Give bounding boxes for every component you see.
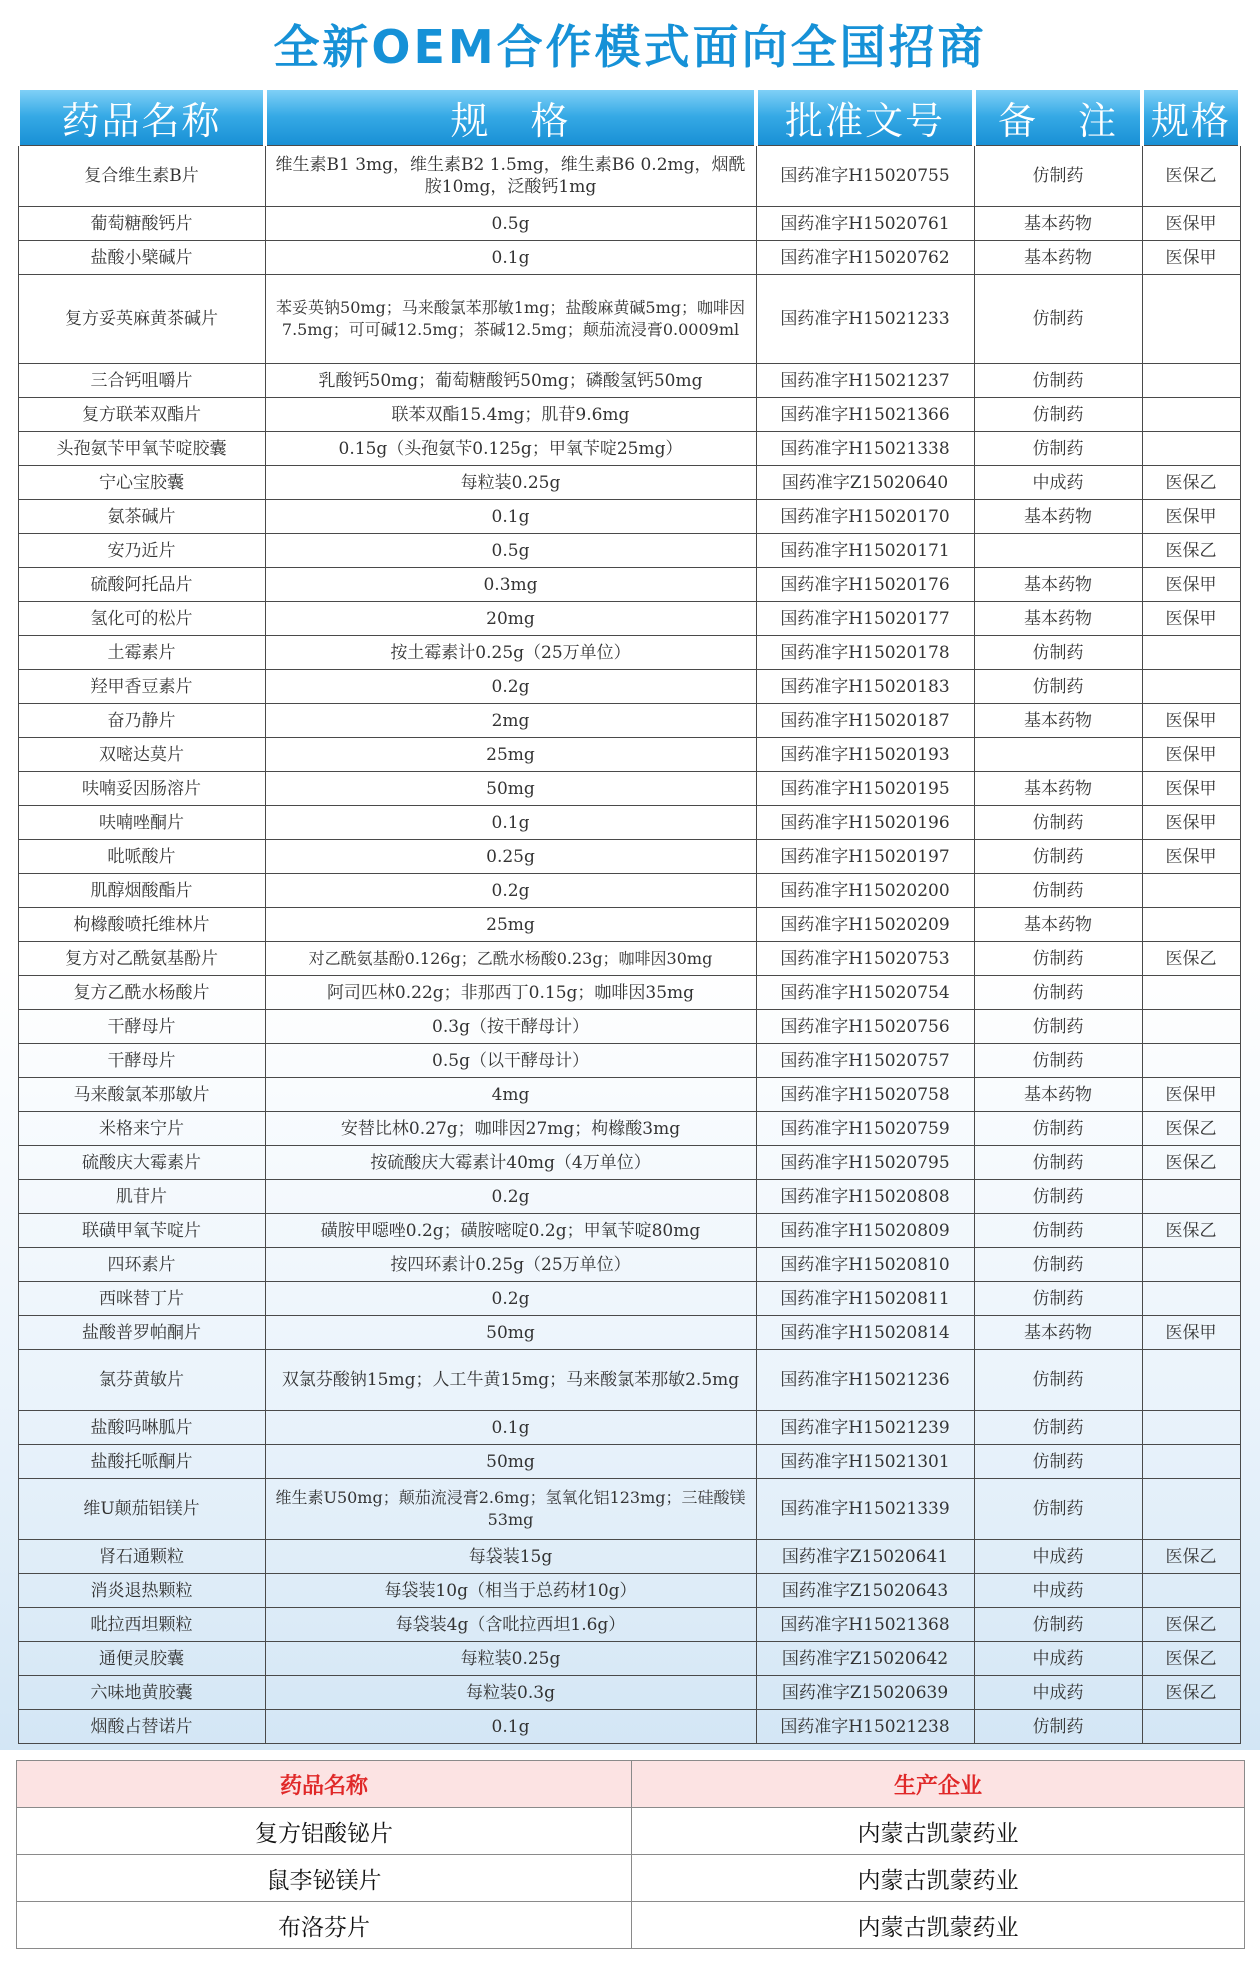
spec-cell: 每袋装10g（相当于总药材10g） (265, 1574, 756, 1608)
approval-number-cell: 国药准字H15020197 (756, 840, 974, 874)
table-row (18, 942, 1240, 976)
insurance-cell: 医保乙 (1142, 1642, 1240, 1676)
insurance-cell: 医保乙 (1142, 1608, 1240, 1642)
drug-name-cell: 吡拉西坦颗粒 (18, 1608, 265, 1642)
table-row (18, 1316, 1240, 1350)
note-cell: 仿制药 (974, 1411, 1142, 1445)
approval-number-cell: 国药准字H15020759 (756, 1112, 974, 1146)
drug-name-cell: 复方妥英麻黄茶碱片 (18, 275, 265, 364)
table-row (18, 976, 1240, 1010)
note-cell: 基本药物 (974, 704, 1142, 738)
spec-cell: 0.15g（头孢氨苄0.125g；甲氧苄啶25mg） (265, 432, 756, 466)
note-cell: 中成药 (974, 1574, 1142, 1608)
note-cell: 仿制药 (974, 1479, 1142, 1540)
insurance-cell (1142, 364, 1240, 398)
table-row (18, 1146, 1240, 1180)
table-row (18, 1044, 1240, 1078)
approval-number-cell: 国药准字H15020170 (756, 500, 974, 534)
insurance-cell (1142, 636, 1240, 670)
drug-name-cell: 三合钙咀嚼片 (18, 364, 265, 398)
table-row (18, 1642, 1240, 1676)
drug-name-cell: 通便灵胶囊 (18, 1642, 265, 1676)
spec-cell: 乳酸钙50mg；葡萄糖酸钙50mg；磷酸氢钙50mg (265, 364, 756, 398)
drug-name-cell: 氨茶碱片 (18, 500, 265, 534)
table-row (18, 1214, 1240, 1248)
drug-name-cell: 盐酸普罗帕酮片 (18, 1316, 265, 1350)
drug-name-cell: 盐酸托哌酮片 (18, 1445, 265, 1479)
manufacturer-cell: 内蒙古凯蒙药业 (632, 1902, 1245, 1949)
table-row (18, 602, 1240, 636)
insurance-cell (1142, 1574, 1240, 1608)
spec-cell: 0.2g (265, 1180, 756, 1214)
note-cell: 仿制药 (974, 1146, 1142, 1180)
spec-cell: 20mg (265, 602, 756, 636)
insurance-cell (1142, 874, 1240, 908)
drug-name-cell: 六味地黄胶囊 (18, 1676, 265, 1710)
spec-cell: 苯妥英钠50mg；马来酸氯苯那敏1mg；盐酸麻黄碱5mg；咖啡因7.5mg；可可碱12.5mg；茶碱12.5mg；颠茄流浸膏0.0009ml (265, 275, 756, 364)
table-row (18, 636, 1240, 670)
table-row (18, 840, 1240, 874)
approval-number-cell: 国药准字H15021233 (756, 275, 974, 364)
table-row (18, 241, 1240, 275)
approval-number-cell: 国药准字H15020176 (756, 568, 974, 602)
drug-name-cell: 肌醇烟酸酯片 (18, 874, 265, 908)
spec-cell: 每袋装15g (265, 1540, 756, 1574)
table-row (18, 1608, 1240, 1642)
insurance-cell: 医保乙 (1142, 1540, 1240, 1574)
note-cell: 仿制药 (974, 840, 1142, 874)
spec-cell: 0.5g (265, 207, 756, 241)
note-cell: 仿制药 (974, 398, 1142, 432)
spec-cell: 每袋装4g（含吡拉西坦1.6g） (265, 1608, 756, 1642)
table-row (18, 874, 1240, 908)
approval-number-cell: 国药准字H15020762 (756, 241, 974, 275)
approval-number-cell: 国药准字H15020753 (756, 942, 974, 976)
note-cell: 仿制药 (974, 1112, 1142, 1146)
approval-number-cell: 国药准字Z15020639 (756, 1676, 974, 1710)
approval-number-cell: 国药准字H15020754 (756, 976, 974, 1010)
insurance-cell (1142, 1710, 1240, 1744)
note-cell: 仿制药 (974, 942, 1142, 976)
approval-number-cell: 国药准字H15020758 (756, 1078, 974, 1112)
spec-cell: 磺胺甲噁唑0.2g；磺胺嘧啶0.2g；甲氧苄啶80mg (265, 1214, 756, 1248)
table-row (18, 670, 1240, 704)
drug-name-cell: 羟甲香豆素片 (18, 670, 265, 704)
table-row (18, 738, 1240, 772)
drug-name-cell: 盐酸吗啉胍片 (18, 1411, 265, 1445)
approval-number-cell: 国药准字H15020795 (756, 1146, 974, 1180)
insurance-cell (1142, 1350, 1240, 1411)
table-row (18, 1676, 1240, 1710)
table-row (18, 398, 1240, 432)
table-row (18, 806, 1240, 840)
spec-cell: 对乙酰氨基酚0.126g；乙酰水杨酸0.23g；咖啡因30mg (265, 942, 756, 976)
sub-header-drug-name: 药品名称 (17, 1761, 632, 1808)
spec-cell: 0.2g (265, 874, 756, 908)
spec-cell: 0.2g (265, 1282, 756, 1316)
page-title: 全新OEM合作模式面向全国招商 (273, 20, 987, 74)
insurance-cell: 医保乙 (1142, 942, 1240, 976)
note-cell: 中成药 (974, 1642, 1142, 1676)
spec-cell: 按硫酸庆大霉素计40mg（4万单位） (265, 1146, 756, 1180)
note-cell: 基本药物 (974, 207, 1142, 241)
manufacturer-table (16, 1760, 1245, 1949)
drug-name-cell: 双嘧达莫片 (18, 738, 265, 772)
spec-cell: 0.1g (265, 806, 756, 840)
table-row (18, 1710, 1240, 1744)
insurance-cell (1142, 1180, 1240, 1214)
drug-name-cell: 复方对乙酰氨基酚片 (18, 942, 265, 976)
table-row (18, 1350, 1240, 1411)
note-cell: 基本药物 (974, 1078, 1142, 1112)
insurance-cell (1142, 432, 1240, 466)
note-cell: 仿制药 (974, 1180, 1142, 1214)
table-row (18, 1411, 1240, 1445)
insurance-cell (1142, 1044, 1240, 1078)
approval-number-cell: 国药准字H15020183 (756, 670, 974, 704)
spec-cell: 双氯芬酸钠15mg；人工牛黄15mg；马来酸氯苯那敏2.5mg (265, 1350, 756, 1411)
insurance-cell: 医保乙 (1142, 466, 1240, 500)
note-cell: 仿制药 (974, 432, 1142, 466)
note-cell: 基本药物 (974, 568, 1142, 602)
note-cell: 仿制药 (974, 275, 1142, 364)
insurance-cell: 医保乙 (1142, 534, 1240, 568)
note-cell: 基本药物 (974, 908, 1142, 942)
insurance-cell: 医保甲 (1142, 840, 1240, 874)
sub-table-row (17, 1902, 1245, 1949)
drug-name-cell: 四环素片 (18, 1248, 265, 1282)
spec-cell: 4mg (265, 1078, 756, 1112)
table-row (18, 1282, 1240, 1316)
table-row (18, 704, 1240, 738)
insurance-cell: 医保甲 (1142, 207, 1240, 241)
approval-number-cell: 国药准字H15020177 (756, 602, 974, 636)
table-row (18, 1078, 1240, 1112)
approval-number-cell: 国药准字H15021236 (756, 1350, 974, 1411)
note-cell (974, 534, 1142, 568)
drug-name-cell: 葡萄糖酸钙片 (18, 207, 265, 241)
insurance-cell: 医保甲 (1142, 704, 1240, 738)
insurance-cell: 医保甲 (1142, 602, 1240, 636)
spec-cell: 50mg (265, 772, 756, 806)
sub-table-row (17, 1808, 1245, 1855)
header-approval-number: 批准文号 (756, 90, 974, 146)
table-row (18, 1112, 1240, 1146)
approval-number-cell: 国药准字H15021238 (756, 1710, 974, 1744)
approval-number-cell: 国药准字H15020200 (756, 874, 974, 908)
insurance-cell: 医保甲 (1142, 1316, 1240, 1350)
spec-cell: 0.2g (265, 670, 756, 704)
drug-name-cell: 硫酸庆大霉素片 (18, 1146, 265, 1180)
spec-cell: 0.1g (265, 1411, 756, 1445)
note-cell: 仿制药 (974, 806, 1142, 840)
drug-name-cell: 复方联苯双酯片 (18, 398, 265, 432)
approval-number-cell: 国药准字Z15020641 (756, 1540, 974, 1574)
drug-name-cell: 肾石通颗粒 (18, 1540, 265, 1574)
insurance-cell: 医保甲 (1142, 1078, 1240, 1112)
insurance-cell: 医保乙 (1142, 146, 1240, 207)
spec-cell: 0.3mg (265, 568, 756, 602)
approval-number-cell: 国药准字H15020808 (756, 1180, 974, 1214)
drug-name-cell: 盐酸小檗碱片 (18, 241, 265, 275)
note-cell: 中成药 (974, 1676, 1142, 1710)
header-drug-name: 药品名称 (18, 90, 265, 146)
note-cell: 仿制药 (974, 670, 1142, 704)
drug-name-cell: 硫酸阿托品片 (18, 568, 265, 602)
note-cell: 基本药物 (974, 772, 1142, 806)
drug-name-cell: 复方乙酰水杨酸片 (18, 976, 265, 1010)
spec-cell: 每粒装0.25g (265, 466, 756, 500)
sub-drug-name-cell: 复方铝酸铋片 (17, 1808, 632, 1855)
approval-number-cell: 国药准字H15020814 (756, 1316, 974, 1350)
note-cell: 基本药物 (974, 500, 1142, 534)
spec-cell: 阿司匹林0.22g；非那西丁0.15g；咖啡因35mg (265, 976, 756, 1010)
note-cell: 仿制药 (974, 1010, 1142, 1044)
insurance-cell (1142, 1445, 1240, 1479)
insurance-cell (1142, 1479, 1240, 1540)
sub-drug-name-cell: 鼠李铋镁片 (17, 1855, 632, 1902)
drug-name-cell: 马来酸氯苯那敏片 (18, 1078, 265, 1112)
header-note: 备 注 (974, 90, 1142, 146)
spec-cell: 0.1g (265, 1710, 756, 1744)
drug-name-cell: 西咪替丁片 (18, 1282, 265, 1316)
table-row (18, 568, 1240, 602)
spec-cell: 安替比林0.27g；咖啡因27mg；枸橼酸3mg (265, 1112, 756, 1146)
approval-number-cell: 国药准字H15020171 (756, 534, 974, 568)
note-cell: 仿制药 (974, 364, 1142, 398)
sub-table-row (17, 1855, 1245, 1902)
approval-number-cell: 国药准字H15020757 (756, 1044, 974, 1078)
insurance-cell: 医保甲 (1142, 568, 1240, 602)
approval-number-cell: 国药准字H15021301 (756, 1445, 974, 1479)
spec-cell: 0.3g（按干酵母计） (265, 1010, 756, 1044)
insurance-cell (1142, 1248, 1240, 1282)
approval-number-cell: 国药准字H15021339 (756, 1479, 974, 1540)
note-cell: 仿制药 (974, 1282, 1142, 1316)
approval-number-cell: 国药准字H15020187 (756, 704, 974, 738)
insurance-cell: 医保乙 (1142, 1146, 1240, 1180)
note-cell: 仿制药 (974, 1044, 1142, 1078)
insurance-cell (1142, 1010, 1240, 1044)
spec-cell: 每粒装0.25g (265, 1642, 756, 1676)
table-row (18, 1180, 1240, 1214)
spec-cell: 50mg (265, 1445, 756, 1479)
spec-cell: 0.5g (265, 534, 756, 568)
drug-name-cell: 氢化可的松片 (18, 602, 265, 636)
insurance-cell (1142, 1282, 1240, 1316)
note-cell: 仿制药 (974, 636, 1142, 670)
approval-number-cell: 国药准字Z15020643 (756, 1574, 974, 1608)
sub-drug-name-cell: 布洛芬片 (17, 1902, 632, 1949)
approval-number-cell: 国药准字H15021237 (756, 364, 974, 398)
note-cell: 基本药物 (974, 602, 1142, 636)
drug-name-cell: 米格来宁片 (18, 1112, 265, 1146)
drug-name-cell: 复合维生素B片 (18, 146, 265, 207)
spec-cell: 2mg (265, 704, 756, 738)
drug-name-cell: 枸橼酸喷托维林片 (18, 908, 265, 942)
table-row (18, 908, 1240, 942)
drug-name-cell: 氯芬黄敏片 (18, 1350, 265, 1411)
drug-name-cell: 宁心宝胶囊 (18, 466, 265, 500)
sub-header-row (17, 1761, 1245, 1808)
approval-number-cell: 国药准字H15020755 (756, 146, 974, 207)
note-cell: 仿制药 (974, 1350, 1142, 1411)
header-spec: 规 格 (265, 90, 756, 146)
insurance-cell (1142, 398, 1240, 432)
insurance-cell: 医保甲 (1142, 806, 1240, 840)
spec-cell: 0.1g (265, 241, 756, 275)
drug-name-cell: 安乃近片 (18, 534, 265, 568)
note-cell: 仿制药 (974, 1608, 1142, 1642)
approval-number-cell: 国药准字H15020178 (756, 636, 974, 670)
note-cell: 仿制药 (974, 1445, 1142, 1479)
spec-cell: 25mg (265, 738, 756, 772)
spec-cell: 0.1g (265, 500, 756, 534)
drug-name-cell: 奋乃静片 (18, 704, 265, 738)
manufacturer-cell: 内蒙古凯蒙药业 (632, 1808, 1245, 1855)
drug-name-cell: 消炎退热颗粒 (18, 1574, 265, 1608)
insurance-cell (1142, 976, 1240, 1010)
note-cell: 仿制药 (974, 874, 1142, 908)
spec-cell: 50mg (265, 1316, 756, 1350)
drug-name-cell: 土霉素片 (18, 636, 265, 670)
insurance-cell: 医保甲 (1142, 500, 1240, 534)
spec-cell: 0.5g（以干酵母计） (265, 1044, 756, 1078)
note-cell: 仿制药 (974, 1214, 1142, 1248)
approval-number-cell: 国药准字H15020810 (756, 1248, 974, 1282)
table-row (18, 207, 1240, 241)
approval-number-cell: 国药准字H15021366 (756, 398, 974, 432)
table-row (18, 146, 1240, 207)
spec-cell: 按四环素计0.25g（25万单位） (265, 1248, 756, 1282)
sub-header-manufacturer: 生产企业 (632, 1761, 1245, 1808)
drug-list-table (16, 90, 1242, 1744)
insurance-cell (1142, 908, 1240, 942)
insurance-cell: 医保甲 (1142, 772, 1240, 806)
insurance-cell: 医保乙 (1142, 1676, 1240, 1710)
drug-name-cell: 吡哌酸片 (18, 840, 265, 874)
spec-cell: 25mg (265, 908, 756, 942)
approval-number-cell: 国药准字H15020809 (756, 1214, 974, 1248)
table-row (18, 364, 1240, 398)
approval-number-cell: 国药准字Z15020642 (756, 1642, 974, 1676)
drug-name-cell: 烟酸占替诺片 (18, 1710, 265, 1744)
table-row (18, 275, 1240, 364)
spec-cell: 按土霉素计0.25g（25万单位） (265, 636, 756, 670)
spec-cell: 联苯双酯15.4mg；肌苷9.6mg (265, 398, 756, 432)
drug-name-cell: 呋喃妥因肠溶片 (18, 772, 265, 806)
approval-number-cell: 国药准字H15021338 (756, 432, 974, 466)
manufacturer-cell: 内蒙古凯蒙药业 (632, 1855, 1245, 1902)
spec-cell: 维生素U50mg；颠茄流浸膏2.6mg；氢氧化铝123mg；三硅酸镁53mg (265, 1479, 756, 1540)
table-row (18, 1010, 1240, 1044)
table-row (18, 1540, 1240, 1574)
approval-number-cell: 国药准字H15020761 (756, 207, 974, 241)
insurance-cell (1142, 1411, 1240, 1445)
drug-name-cell: 干酵母片 (18, 1010, 265, 1044)
approval-number-cell: 国药准字H15020196 (756, 806, 974, 840)
table-row (18, 500, 1240, 534)
table-row (18, 534, 1240, 568)
table-row (18, 1574, 1240, 1608)
approval-number-cell: 国药准字H15020193 (756, 738, 974, 772)
approval-number-cell: 国药准字H15021368 (756, 1608, 974, 1642)
insurance-cell: 医保乙 (1142, 1112, 1240, 1146)
note-cell: 基本药物 (974, 1316, 1142, 1350)
note-cell: 仿制药 (974, 1710, 1142, 1744)
approval-number-cell: 国药准字H15020209 (756, 908, 974, 942)
table-row (18, 466, 1240, 500)
table-row (18, 432, 1240, 466)
insurance-cell (1142, 275, 1240, 364)
spec-cell: 每粒装0.3g (265, 1676, 756, 1710)
table-row (18, 1445, 1240, 1479)
insurance-cell: 医保甲 (1142, 738, 1240, 772)
note-cell: 仿制药 (974, 976, 1142, 1010)
drug-name-cell: 干酵母片 (18, 1044, 265, 1078)
note-cell: 中成药 (974, 466, 1142, 500)
insurance-cell: 医保乙 (1142, 1214, 1240, 1248)
table-row (18, 1248, 1240, 1282)
drug-name-cell: 头孢氨苄甲氧苄啶胶囊 (18, 432, 265, 466)
approval-number-cell: 国药准字H15020195 (756, 772, 974, 806)
approval-number-cell: 国药准字H15021239 (756, 1411, 974, 1445)
drug-name-cell: 维U颠茄铝镁片 (18, 1479, 265, 1540)
drug-name-cell: 联磺甲氧苄啶片 (18, 1214, 265, 1248)
header-insurance: 规格 (1142, 90, 1240, 146)
approval-number-cell: 国药准字H15020756 (756, 1010, 974, 1044)
note-cell: 基本药物 (974, 241, 1142, 275)
drug-name-cell: 肌苷片 (18, 1180, 265, 1214)
spec-cell: 0.25g (265, 840, 756, 874)
insurance-cell (1142, 670, 1240, 704)
table-header-row (18, 90, 1240, 146)
table-row (18, 772, 1240, 806)
insurance-cell: 医保甲 (1142, 241, 1240, 275)
approval-number-cell: 国药准字Z15020640 (756, 466, 974, 500)
note-cell: 中成药 (974, 1540, 1142, 1574)
note-cell: 仿制药 (974, 1248, 1142, 1282)
approval-number-cell: 国药准字H15020811 (756, 1282, 974, 1316)
note-cell (974, 738, 1142, 772)
table-row (18, 1479, 1240, 1540)
note-cell: 仿制药 (974, 146, 1142, 207)
spec-cell: 维生素B1 3mg，维生素B2 1.5mg，维生素B6 0.2mg，烟酰胺10mg，泛酸钙1mg (265, 146, 756, 207)
drug-name-cell: 呋喃唑酮片 (18, 806, 265, 840)
